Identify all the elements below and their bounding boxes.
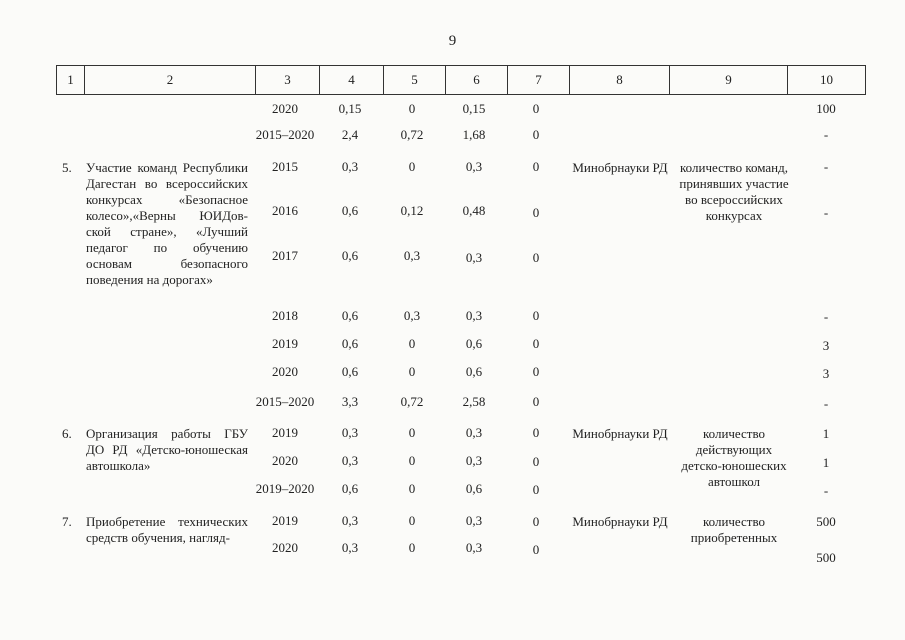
item-6-indicator: количество действующих детско-юношеских автошкол (681, 426, 787, 489)
header-col-7: 7 (507, 66, 569, 94)
total-cell: 0,6 (341, 481, 359, 496)
federal-cell: 0,3 (403, 308, 421, 323)
header-col-8: 8 (569, 66, 669, 94)
federal-cell: 0 (408, 513, 416, 528)
item-6-description (62, 426, 248, 474)
year-cell: 2020 (272, 540, 298, 555)
item-text: Организация работы ГБУ ДО РД «Детско-юношеская автошкола» (86, 426, 248, 473)
year-cell: 2015–2020 (255, 127, 315, 142)
year-cell: 2020 (272, 364, 298, 379)
total-cell: 0,6 (341, 336, 359, 351)
total-cell: 2,4 (341, 127, 359, 142)
value-cell: 3 (822, 366, 830, 381)
total-cell: 0,6 (341, 248, 359, 263)
item-7-ministry: Минобрнауки РД (572, 514, 668, 529)
other-cell: 0 (532, 454, 540, 469)
federal-cell: 0,3 (403, 248, 421, 263)
other-cell: 0 (532, 205, 540, 220)
value-cell: - (823, 159, 829, 174)
year-cell: 2019 (272, 425, 298, 440)
year-cell: 2016 (272, 203, 298, 218)
federal-cell: 0 (408, 540, 416, 555)
total-cell: 0,15 (338, 101, 362, 116)
other-cell: 0 (532, 482, 540, 497)
regional-cell: 0,3 (465, 425, 483, 440)
value-cell: - (823, 396, 829, 411)
item-text: Приобретение технических средств обучения, нагляд- (86, 514, 248, 545)
table-header (56, 65, 866, 95)
value-cell: 3 (822, 338, 830, 353)
other-cell: 0 (532, 514, 540, 529)
total-cell: 0,3 (341, 513, 359, 528)
value-cell: 500 (816, 550, 836, 565)
other-cell: 0 (532, 542, 540, 557)
federal-cell: 0 (408, 481, 416, 496)
federal-cell: 0 (408, 425, 416, 440)
regional-cell: 0,48 (462, 203, 486, 218)
federal-cell: 0 (408, 453, 416, 468)
year-cell: 2019–2020 (255, 481, 315, 496)
regional-cell: 2,58 (462, 394, 486, 409)
year-cell: 2020 (272, 101, 298, 116)
year-cell: 2019 (272, 336, 298, 351)
value-cell: 1 (822, 455, 830, 470)
other-cell: 0 (532, 159, 540, 174)
item-5-ministry: Минобрнауки РД (572, 160, 668, 175)
total-cell: 0,6 (341, 308, 359, 323)
item-5-indicator: количество команд, принявших участие во всероссийских конкурсах (679, 160, 789, 223)
other-cell: 0 (532, 101, 540, 116)
value-cell: 100 (816, 101, 836, 116)
year-cell: 2015–2020 (255, 394, 315, 409)
regional-cell: 0,15 (462, 101, 486, 116)
item-number: 5. (62, 160, 72, 175)
header-col-10: 10 (787, 66, 865, 94)
value-cell: - (823, 483, 829, 498)
item-text: Участие команд Республики Дагестан во всероссийских конкурсах «Безопасное колесо»,«Верны ЮИДов-ской стране», «Лучший педагог по обучению основам безопасного поведения на дорогах» (86, 160, 248, 287)
header-col-4: 4 (319, 66, 383, 94)
federal-cell: 0,72 (400, 127, 424, 142)
federal-cell: 0 (408, 336, 416, 351)
page-number: 9 (448, 33, 457, 49)
item-7-description (62, 514, 248, 546)
item-number: 7. (62, 514, 72, 529)
item-number: 6. (62, 426, 72, 441)
value-cell: - (823, 205, 829, 220)
regional-cell: 0,3 (465, 308, 483, 323)
year-cell: 2020 (272, 453, 298, 468)
value-cell: 1 (822, 426, 830, 441)
other-cell: 0 (532, 336, 540, 351)
other-cell: 0 (532, 250, 540, 265)
regional-cell: 0,6 (465, 336, 483, 351)
item-7-indicator: количество приобретенных (690, 514, 778, 545)
header-col-9: 9 (669, 66, 787, 94)
other-cell: 0 (532, 127, 540, 142)
regional-cell: 0,3 (465, 159, 483, 174)
total-cell: 0,6 (341, 364, 359, 379)
total-cell: 0,6 (341, 203, 359, 218)
other-cell: 0 (532, 425, 540, 440)
federal-cell: 0 (408, 159, 416, 174)
header-col-1: 1 (67, 72, 74, 87)
regional-cell: 0,3 (465, 453, 483, 468)
regional-cell: 1,68 (462, 127, 486, 142)
regional-cell: 0,6 (465, 364, 483, 379)
federal-cell: 0,72 (400, 394, 424, 409)
year-cell: 2015 (272, 159, 298, 174)
other-cell: 0 (532, 364, 540, 379)
year-cell: 2018 (272, 308, 298, 323)
regional-cell: 0,3 (465, 540, 483, 555)
total-cell: 0,3 (341, 540, 359, 555)
other-cell: 0 (532, 394, 540, 409)
item-5-description (62, 160, 248, 288)
value-cell: 500 (816, 514, 836, 529)
total-cell: 0,3 (341, 453, 359, 468)
other-cell: 0 (532, 308, 540, 323)
regional-cell: 0,6 (465, 481, 483, 496)
regional-cell: 0,3 (465, 513, 483, 528)
year-cell: 2019 (272, 513, 298, 528)
value-cell: - (823, 309, 829, 324)
federal-cell: 0,12 (400, 203, 424, 218)
value-cell: - (823, 127, 829, 142)
federal-cell: 0 (408, 364, 416, 379)
header-col-5: 5 (383, 66, 445, 94)
year-cell: 2017 (272, 248, 298, 263)
header-col-6: 6 (445, 66, 507, 94)
total-cell: 0,3 (341, 425, 359, 440)
regional-cell: 0,3 (465, 250, 483, 265)
item-6-ministry: Минобрнауки РД (572, 426, 668, 441)
header-col-2: 2 (84, 66, 255, 94)
federal-cell: 0 (408, 101, 416, 116)
total-cell: 3,3 (341, 394, 359, 409)
total-cell: 0,3 (341, 159, 359, 174)
header-col-3: 3 (255, 66, 319, 94)
